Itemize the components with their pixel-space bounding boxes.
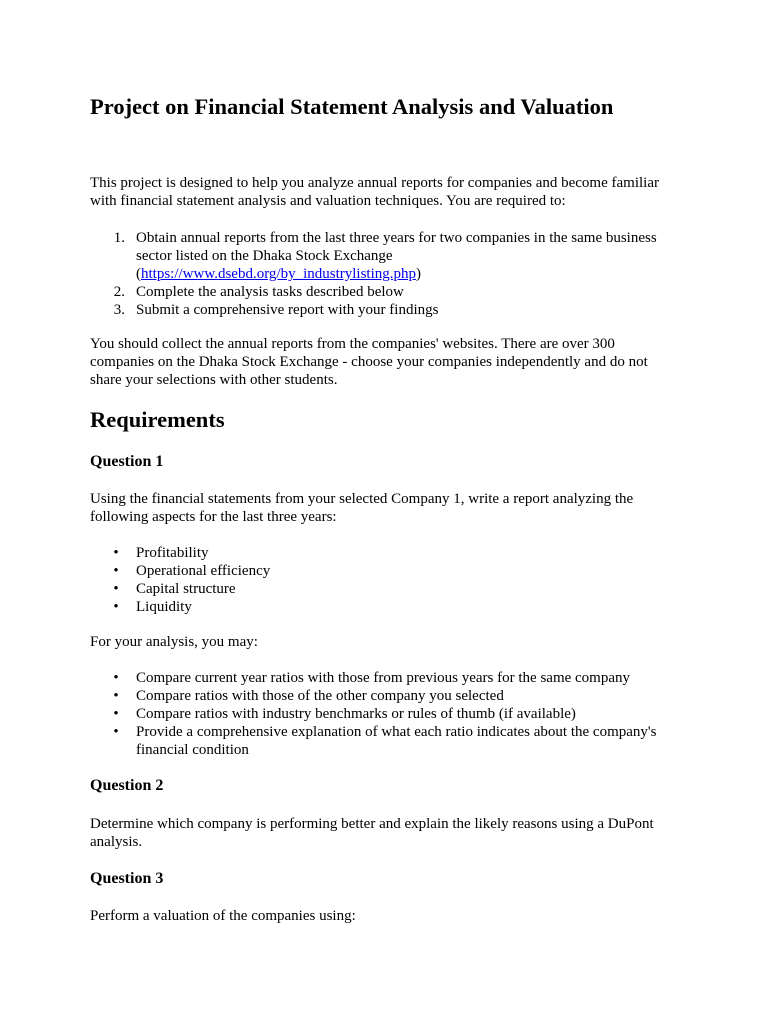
aspects-list [90,544,680,616]
bullet-icon: • [113,670,119,686]
collect-note-paragraph: You should collect the annual reports from the companies' websites. There are over 300 companies on the Dhaka Stock Exchange - choose your companies independently and do not share your selections with other students. [90,336,648,388]
question-3-heading: Question 3 [90,870,164,887]
option-item [90,687,680,705]
step-number: 3. [113,302,125,318]
aspect-item [90,580,680,598]
step-item [90,229,680,283]
aspect-text: Operational efficiency [136,563,271,579]
bullet-icon: • [113,688,119,704]
aspect-item [90,544,680,562]
option-text: Compare ratios with those of the other company you selected [136,688,504,704]
option-text: Compare ratios with industry benchmarks or rules of thumb (if available) [136,706,576,722]
analysis-may-text: For your analysis, you may: [90,634,258,650]
step-number: 2. [113,284,125,300]
aspect-item [90,562,680,580]
step-text-end: ) [416,266,422,282]
bullet-icon: • [113,545,119,561]
question-3-text: Perform a valuation of the companies using: [90,908,356,924]
aspect-text: Profitability [136,545,209,561]
question-2-heading: Question 2 [90,777,164,794]
dse-listing-link[interactable]: https://www.dsebd.org/by_industrylisting.php [141,266,417,282]
aspect-text: Liquidity [136,599,192,615]
requirements-heading: Requirements [90,407,225,432]
option-text: Compare current year ratios with those from previous years for the same company [136,670,631,686]
step-item [90,283,680,301]
question-2-text: Determine which company is performing better and explain the likely reasons using a DuPont analysis. [90,816,654,850]
option-item [90,705,680,723]
document-title: Project on Financial Statement Analysis and Valuation [90,94,614,119]
aspect-item [90,598,680,616]
bullet-icon: • [113,581,119,597]
question-1-text: Using the financial statements from your selected Company 1, write a report analyzing the following aspects for the last three years: [90,491,634,525]
aspect-text: Capital structure [136,581,236,597]
question-1-heading: Question 1 [90,453,164,470]
step-number: 1. [113,230,125,246]
step-text: Submit a comprehensive report with your findings [136,302,439,318]
step-text: Complete the analysis tasks described below [136,284,404,300]
option-item [90,723,680,759]
option-text: Provide a comprehensive explanation of what each ratio indicates about the company's financial condition [136,724,657,758]
option-item [90,669,680,687]
bullet-icon: • [113,724,119,740]
bullet-icon: • [113,563,119,579]
bullet-icon: • [113,706,119,722]
intro-paragraph: This project is designed to help you analyze annual reports for companies and become familiar with financial statement analysis and valuation techniques. You are required to: [90,175,659,209]
step-text: Obtain annual reports from the last three years for two companies in the same business sector listed on the Dhaka Stock Exchange ( [136,230,657,282]
steps-list [90,229,680,319]
analysis-options-list [90,669,680,759]
step-item [90,301,680,319]
bullet-icon: • [113,599,119,615]
